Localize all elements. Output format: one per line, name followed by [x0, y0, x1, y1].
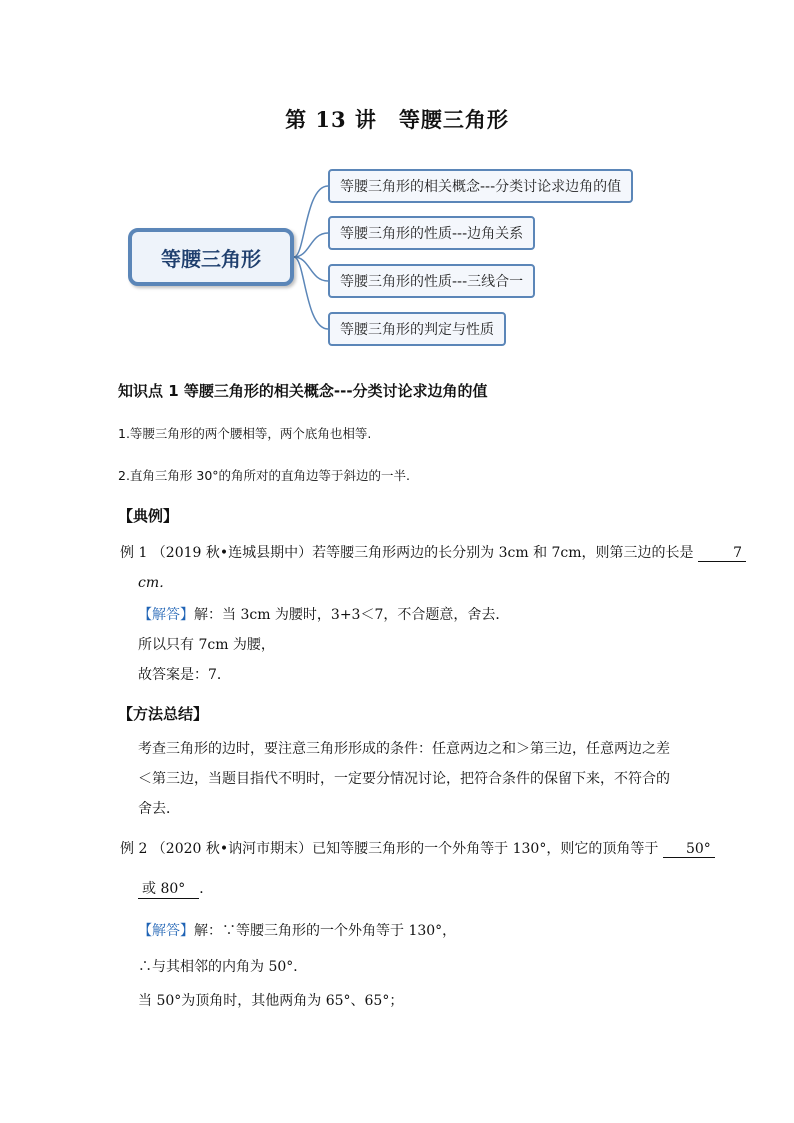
mind-map-branch-4: 等腰三角形的判定与性质: [328, 312, 506, 346]
example-1-solution-line-1: [138, 604, 509, 624]
method-line-3: 舍去．: [138, 801, 180, 817]
mind-map-root: 等腰三角形: [128, 228, 294, 286]
example-2-end: ．: [199, 881, 214, 897]
solution-text: 解：当 3cm 为腰时，3+3＜7，不合题意，舍去．: [194, 607, 510, 623]
solution-text-2: 解：∵等腰三角形的一个外角等于 130°，: [194, 923, 457, 939]
example-1-unit: cm．: [138, 575, 174, 591]
example-2-answer-line: [138, 878, 213, 899]
example-header: 【典例】: [118, 507, 179, 525]
mind-map-branch-1: 等腰三角形的相关概念---分类讨论求边角的值: [328, 169, 633, 203]
knowledge-point-2: 2.直角三角形 30°的角所对的直角边等于斜边的一半.: [118, 468, 411, 483]
example-2-question: [120, 838, 715, 858]
solution-tag-2: 【解答】: [138, 923, 194, 939]
example-1-solution-line-2: 所以只有 7cm 为腰，: [138, 637, 275, 653]
method-line-2: ＜第三边，当题目指代不明时，一定要分情况讨论，把符合条件的保留下来，不符合的: [138, 771, 670, 787]
mind-map: [0, 0, 794, 360]
example-2-solution-line-1: [138, 920, 456, 940]
example-1-solution-line-3: 故答案是：7．: [138, 667, 231, 683]
example-1-text: 例 1 （2019 秋•连城县期中）若等腰三角形两边的长分别为 3cm 和 7cm，则第三边的长是: [120, 545, 694, 561]
example-1-question: [120, 542, 746, 562]
knowledge-point-1: 1.等腰三角形的两个腰相等，两个底角也相等.: [118, 426, 372, 441]
example-2-answer-2: 或 80°: [138, 878, 199, 899]
example-2-solution-line-2: ∴与其相邻的内角为 50°．: [138, 959, 308, 975]
mind-map-branch-2: 等腰三角形的性质---边角关系: [328, 216, 535, 250]
page-title: 第 13 讲 等腰三角形: [285, 107, 509, 132]
example-2-text: 例 2 （2020 秋•讷河市期末）已知等腰三角形的一个外角等于 130°，则它的顶角等于: [120, 841, 659, 857]
example-1-answer: 7: [698, 545, 746, 562]
method-header: 【方法总结】: [118, 705, 209, 723]
solution-tag: 【解答】: [138, 607, 194, 623]
example-2-solution-line-3: 当 50°为顶角时，其他两角为 65°、65°；: [138, 993, 404, 1009]
method-line-1: 考查三角形的边时，要注意三角形形成的条件：任意两边之和＞第三边，任意两边之差: [138, 741, 670, 757]
section-heading: 知识点 1 等腰三角形的相关概念---分类讨论求边角的值: [118, 382, 488, 400]
mind-map-branch-3: 等腰三角形的性质---三线合一: [328, 264, 535, 298]
example-2-answer-1: 50°: [663, 841, 715, 858]
